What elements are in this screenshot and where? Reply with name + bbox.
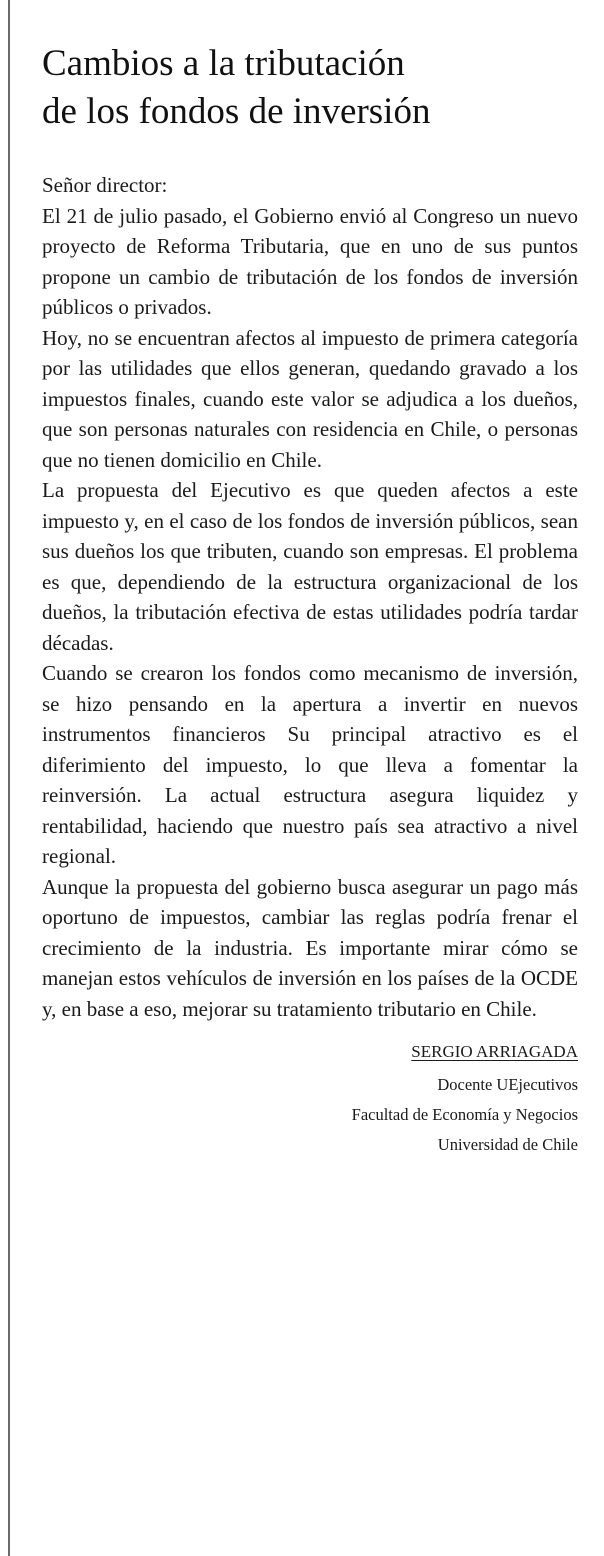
- signature-university: Universidad de Chile: [437, 1135, 578, 1154]
- letter-body: [42, 170, 578, 1024]
- paragraph-2: Hoy, no se encuentran afectos al impuesto de primera categoría por las utilidades que ellos generan, quedando gravado a los impuestos finales, cuando este valor se adjudica a los dueños, que son personas naturales con residencia en Chile, o personas que no tienen domicilio en Chile.: [42, 325, 578, 472]
- letter-article: [42, 40, 578, 1160]
- headline: [42, 40, 578, 136]
- signature-name: SERGIO ARRIAGADA: [411, 1042, 578, 1061]
- signature-faculty: Facultad de Economía y Negocios: [351, 1105, 578, 1124]
- signature-block: [42, 1038, 578, 1160]
- paragraph-4: Cuando se crearon los fondos como mecanismo de inversión, se hizo pensando en la apertura a invertir en nuevos instrumentos financieros Su principal atractivo es el diferimiento del impuesto, lo que lleva a fomentar la reinversión. La actual estructura asegura liquidez y rentabilidad, haciendo que nuestro país sea atractivo a nivel regional.: [42, 661, 578, 868]
- paragraph-3: La propuesta del Ejecutivo es que queden afectos a este impuesto y, en el caso de los fondos de inversión públicos, sean sus dueños los que tributen, cuando son empresas. El problema es que, dependiendo de la estructura organizacional de los dueños, la tributación efectiva de estas utilidades podría tardar décadas.: [42, 478, 578, 655]
- paragraph-5: Aunque la propuesta del gobierno busca asegurar un pago más oportuno de impuestos, cambiar las reglas podría frenar el crecimiento de la industria. Es importante mirar cómo se manejan estos vehículos de inversión en los países de la OCDE y, en base a eso, mejorar su tratamiento tributario en Chile.: [42, 874, 578, 1021]
- headline-line-1: Cambios a la tributación: [42, 43, 405, 84]
- salutation: Señor director:: [42, 173, 168, 197]
- column-rule: [8, 0, 10, 1556]
- headline-line-2: de los fondos de inversión: [42, 91, 431, 132]
- paragraph-1: El 21 de julio pasado, el Gobierno envió al Congreso un nuevo proyecto de Reforma Tributaria, que en uno de sus puntos propone un cambio de tributación de los fondos de inversión públicos o privados.: [42, 203, 578, 319]
- signature-title: Docente UEjecutivos: [437, 1075, 578, 1094]
